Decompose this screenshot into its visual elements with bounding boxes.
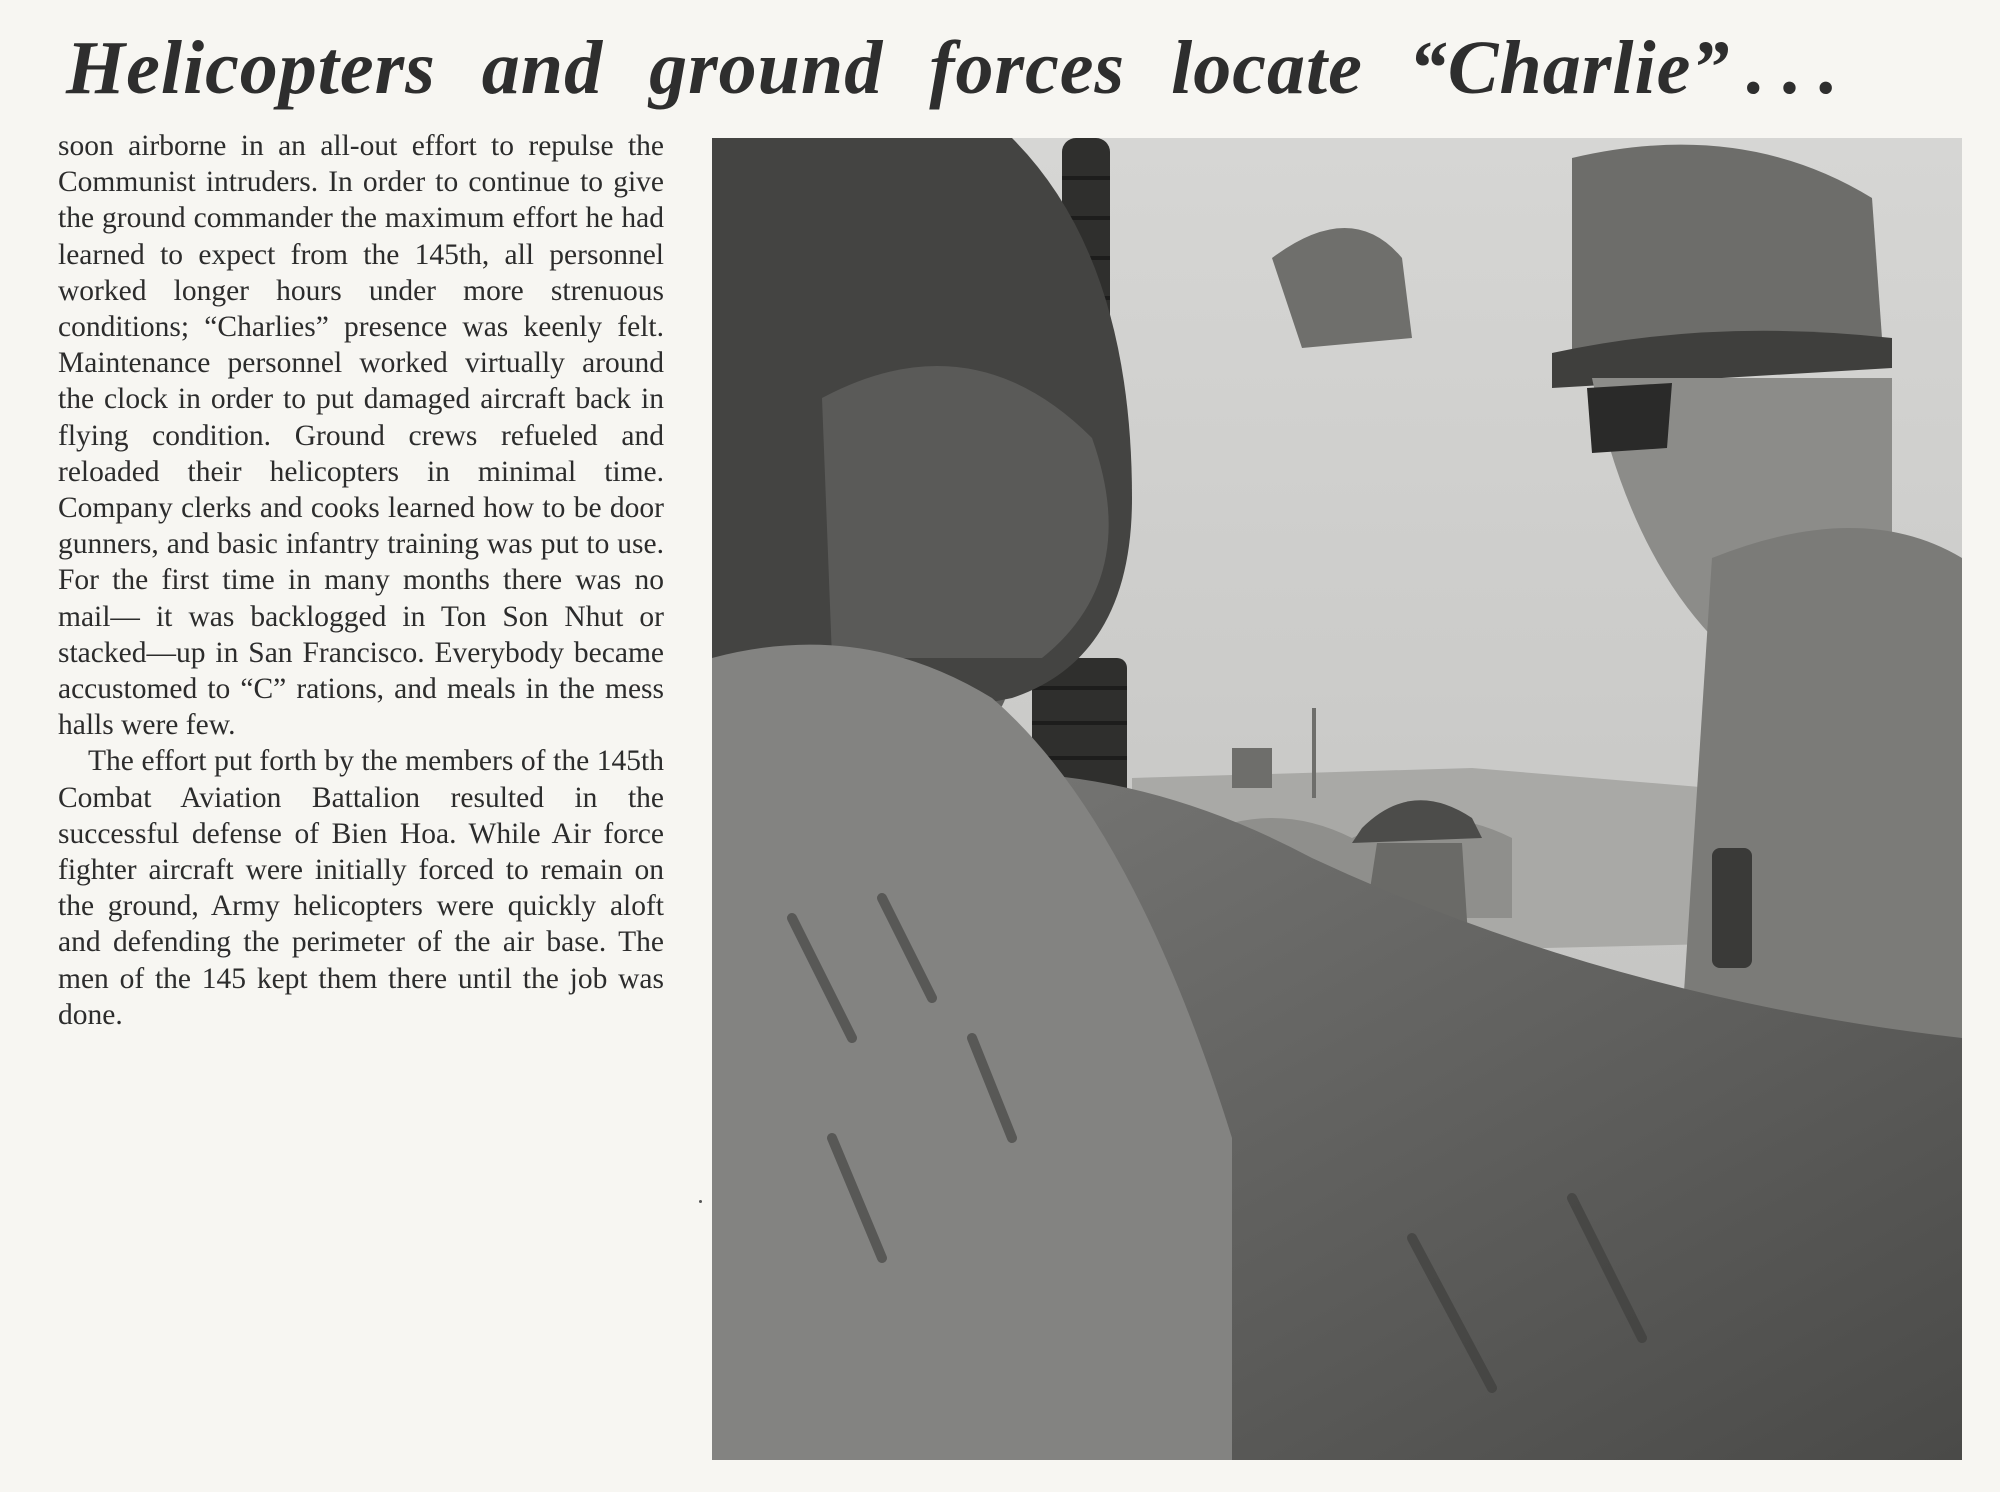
page-headline: Helicopters and ground forces locate “Charlie” . . . [66, 26, 1839, 110]
article-body [58, 128, 664, 1033]
article-paragraph-1: soon airborne in an all-out effort to repulse the Communist intruders. In order to continue to give the ground commander the maximum effort he had learned to expect from the 145th, all personnel worked longer hours under more strenuous conditions; “Charlies” presence was keenly felt. Maintenance personnel worked virtually around the clock in order to put damaged aircraft back in flying condition. Ground crews refueled and reloaded their helicopters in minimal time. Company clerks and cooks learned how to be door gunners, and basic infantry training was put to use. For the first time in many months there was no mail— it was backlogged in Ton Son Nhut or stacked—up in San Francisco. Everybody became accustomed to “C” rations, and meals in the mess halls were few. [58, 130, 664, 742]
article-paragraph-2: The effort put forth by the members of the 145th Combat Aviation Battalion resulted in the successful defense of Bien Hoa. While Air force fighter aircraft were initially forced to remain on the ground, Army helicopters were quickly aloft and defending the perimeter of the air base. The men of the 145 kept them there until the job was done. [58, 745, 664, 1031]
soldiers-machine-gun-photo [712, 138, 1962, 1460]
print-speck [699, 1200, 702, 1203]
photo-illustration [712, 138, 1962, 1460]
